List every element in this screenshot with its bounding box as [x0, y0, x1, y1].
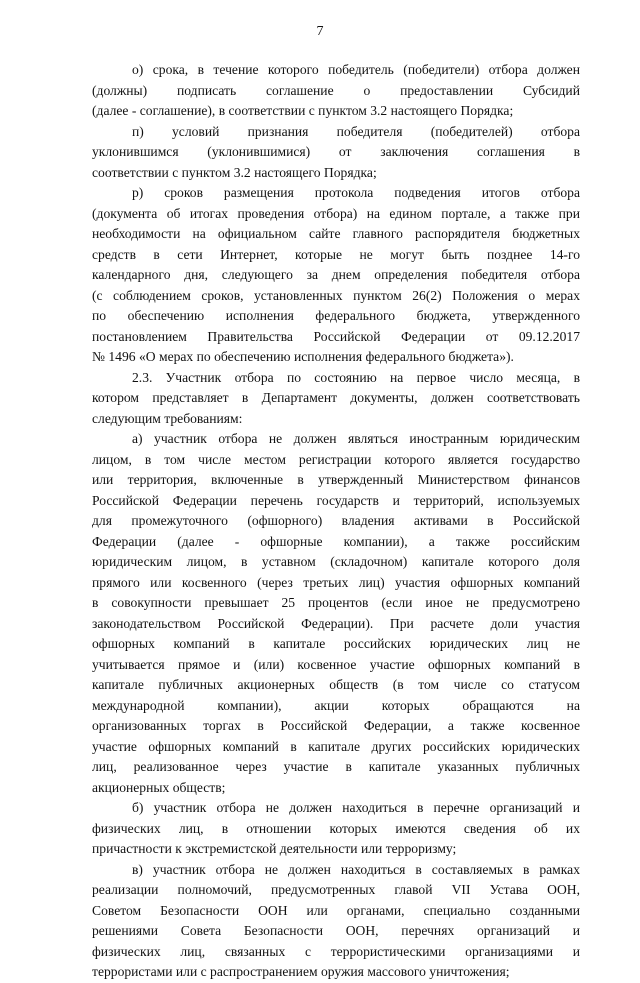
text-line: (далее - соглашение), в соответствии с пунктом 3.2 настоящего Порядка; [92, 103, 514, 118]
text-line: котором представляет в Департамент документы, должен соответствовать [92, 390, 580, 405]
text-line: решениями Совета Безопасности ООН, перечнях организаций и [92, 923, 580, 938]
text-line: офшорных компаний в капитале российских юридических лиц не [92, 636, 580, 651]
paragraph-item-v [92, 860, 580, 983]
page-number: 7 [316, 24, 324, 39]
text-line: (документа об итогах проведения отбора) на едином портале, а также при [92, 205, 580, 221]
text-line: реализации полномочий, предусмотренных главой VII Устава ООН, [92, 882, 580, 897]
text-line: лицом, в том числе местом регистрации которого является государство [92, 451, 580, 467]
text-line: лиц, реализованное через участие в капитале указанных публичных [92, 759, 580, 774]
text-line: акционерных обществ; [92, 779, 226, 795]
text-line: организованных торгах в Российской Федерации, а также косвенное [92, 718, 580, 733]
document-body [92, 60, 580, 983]
text-line: (должны) подписать соглашение о предоставлении Субсидий [92, 82, 580, 98]
text-line: участие офшорных компаний в капитале других российских юридических [92, 738, 580, 754]
paragraph-item-a [92, 429, 580, 798]
text-line: Российской Федерации перечень государств и территорий, используемых [92, 492, 580, 508]
text-line: Федерации (далее - офшорные компании), а также российским [92, 533, 580, 549]
paragraph-item-r [92, 183, 580, 368]
text-line: или территория, включенные в утвержденный Министерством финансов [92, 472, 580, 487]
text-line: учитывается прямое и (или) косвенное участие офшорных компаний в [92, 656, 580, 672]
text-line: 2.3. Участник отбора по состоянию на первое число месяца, в [132, 369, 580, 385]
text-line: террористами или с распространением оружия массового уничтожения; [92, 964, 510, 979]
text-line: о) срока, в течение которого победитель (победители) отбора должен [132, 62, 580, 77]
text-line: Советом Безопасности ООН или органами, специально созданными [92, 902, 580, 918]
text-line: по обеспечению исполнения федерального бюджета, утвержденного [92, 308, 580, 323]
text-line: физических лиц, в отношении которых имеются сведения об их [92, 820, 580, 836]
text-line: (с соблюдением сроков, установленных пунктом 26(2) Положения о мерах [92, 287, 580, 303]
text-line: капитале публичных акционерных обществ (в том числе со статусом [92, 677, 580, 692]
text-line: п) условий признания победителя (победителей) отбора [132, 123, 580, 139]
text-line: № 1496 «О мерах по обеспечению исполнения федерального бюджета»). [92, 349, 514, 364]
text-line: средств в сети Интернет, которые не могут быть позднее 14-го [92, 246, 580, 262]
text-line: причастности к экстремистской деятельности или терроризму; [92, 841, 457, 856]
text-line: необходимости на официальном сайте главного распорядителя бюджетных [92, 226, 580, 241]
paragraph-section-2-3 [92, 368, 580, 430]
paragraph-item-p [92, 122, 580, 184]
text-line: постановлением Правительства Российской Федерации от 09.12.2017 [92, 328, 580, 344]
text-line: б) участник отбора не должен находиться в перечне организаций и [132, 800, 580, 815]
text-line: уклонившимся (уклонившимися) от заключения соглашения в [92, 144, 580, 159]
text-line: юридическим лицом, в уставном (складочном) капитале которого доля [92, 554, 580, 569]
paragraph-item-o [92, 60, 580, 122]
text-line: в совокупности превышает 25 процентов (если иное не предусмотрено [92, 595, 580, 610]
text-line: р) сроков размещения протокола подведения итогов отбора [132, 185, 580, 200]
text-line: прямого или косвенного (через третьих лиц) участия офшорных компаний [92, 574, 580, 590]
text-line: законодательством Российской Федерации). При расчете доли участия [92, 615, 580, 631]
text-line: для промежуточного (офшорного) владения активами в Российской [92, 513, 580, 528]
text-line: календарного дня, следующего за днем определения победителя отбора [92, 267, 580, 282]
text-line: физических лиц, связанных с террористическими организациями и [92, 943, 580, 959]
text-line: международной компании), акции которых обращаются на [92, 697, 580, 713]
text-line: следующим требованиям: [92, 410, 243, 426]
text-line: а) участник отбора не должен являться иностранным юридическим [132, 431, 580, 446]
text-line: соответствии с пунктом 3.2 настоящего Порядка; [92, 164, 377, 180]
paragraph-item-b [92, 798, 580, 860]
text-line: в) участник отбора не должен находиться в составляемых в рамках [132, 861, 580, 877]
